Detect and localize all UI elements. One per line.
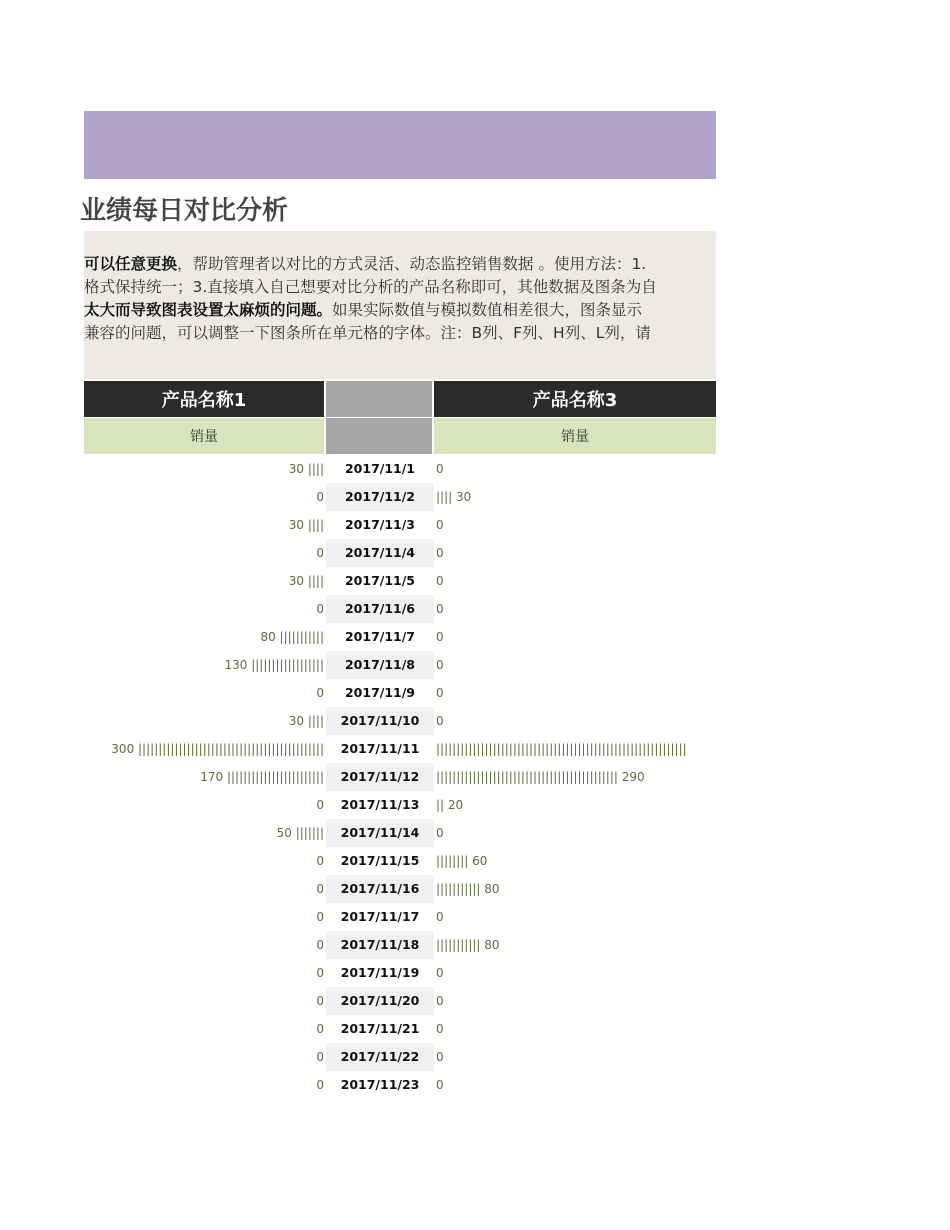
product-right-sales-cell: 0 <box>436 1050 444 1064</box>
table-row <box>84 791 716 819</box>
table-row <box>84 959 716 987</box>
product-right-sales-cell: 0 <box>436 518 444 532</box>
product-left-sales-cell: 0 <box>316 602 324 616</box>
sales-right-header: 销量 <box>434 418 716 454</box>
table-row <box>84 735 716 763</box>
date-header-bottom <box>326 418 432 454</box>
product-right-sales-cell: 0 <box>436 602 444 616</box>
product-left-sales-cell: 0 <box>316 882 324 896</box>
date-cell: 2017/11/22 <box>326 1043 434 1071</box>
date-cell: 2017/11/12 <box>326 763 434 791</box>
date-header-top <box>326 381 432 417</box>
table-row <box>84 1043 716 1071</box>
date-cell: 2017/11/18 <box>326 931 434 959</box>
product-right-sales-cell: ||||||||||||||||||||||||||||||||||||||||||||| 290 <box>436 770 645 784</box>
date-cell: 2017/11/16 <box>326 875 434 903</box>
product-right-sales-cell: 0 <box>436 910 444 924</box>
product-right-sales-cell: || 20 <box>436 798 464 812</box>
product-left-sales-cell: 0 <box>316 1050 324 1064</box>
product-right-sales-cell: |||||||| 60 <box>436 854 488 868</box>
date-cell: 2017/11/20 <box>326 987 434 1015</box>
date-cell: 2017/11/23 <box>340 1077 420 1092</box>
table-row <box>84 1071 716 1099</box>
date-cell: 2017/11/17 <box>340 909 420 924</box>
table-row <box>84 931 716 959</box>
product-right-sales-cell: 0 <box>436 966 444 980</box>
table-row <box>84 567 716 595</box>
table-row <box>84 623 716 651</box>
product-left-sales-cell: 0 <box>316 686 324 700</box>
product-right-sales-cell: |||||||||||||||||||||||||||||||||||||||||||||||||||||||||||||| <box>436 742 687 756</box>
product-left-sales-cell: 0 <box>316 1022 324 1036</box>
product-right-sales-cell: 0 <box>436 462 444 476</box>
description-line-1 <box>84 252 646 274</box>
product-right-sales-cell: 0 <box>436 574 444 588</box>
table-row <box>84 987 716 1015</box>
date-cell: 2017/11/7 <box>344 629 415 644</box>
product-left-sales-cell: 0 <box>316 490 324 504</box>
product-right-sales-cell: 0 <box>436 1078 444 1092</box>
product-left-sales-cell: 0 <box>316 938 324 952</box>
product-right-sales-cell: |||| 30 <box>436 490 472 504</box>
product-right-sales-cell: 0 <box>436 826 444 840</box>
date-cell: 2017/11/14 <box>326 819 434 847</box>
product-right-sales-cell: ||||||||||| 80 <box>436 882 500 896</box>
product-right-header: 产品名称3 <box>434 381 716 417</box>
table-row <box>84 903 716 931</box>
product-right-sales-cell: 0 <box>436 546 444 560</box>
product-right-sales-cell: 0 <box>436 630 444 644</box>
product-left-sales-cell: 0 <box>316 910 324 924</box>
product-left-sales-cell: 0 <box>316 994 324 1008</box>
product-right-sales-cell: 0 <box>436 714 444 728</box>
description-line-3-bold: 太大而导致图表设置太麻烦的问题。 <box>84 301 333 319</box>
date-cell: 2017/11/11 <box>340 741 420 756</box>
header-banner <box>84 111 716 179</box>
product-left-sales-cell: 300 |||||||||||||||||||||||||||||||||||||||||||||| <box>111 742 324 756</box>
description-line-3-text: 如果实际数值与模拟数值相差很大，图条显示 <box>332 301 643 319</box>
product-left-sales-cell: 0 <box>316 798 324 812</box>
product-right-sales-cell: 0 <box>436 658 444 672</box>
table-row <box>84 651 716 679</box>
table-row <box>84 1015 716 1043</box>
product-left-sales-cell: 80 ||||||||||| <box>260 630 324 644</box>
product-right-sales-cell: 0 <box>436 994 444 1008</box>
table-row <box>84 847 716 875</box>
date-cell: 2017/11/1 <box>344 461 415 476</box>
date-cell: 2017/11/5 <box>344 573 415 588</box>
date-cell: 2017/11/4 <box>326 539 434 567</box>
product-left-sales-cell: 170 |||||||||||||||||||||||| <box>200 770 324 784</box>
table-row <box>84 819 716 847</box>
product-left-sales-cell: 30 |||| <box>288 714 324 728</box>
table-row <box>84 483 716 511</box>
product-right-sales-cell: 0 <box>436 686 444 700</box>
table-row <box>84 455 716 483</box>
description-line-1-text: ，帮助管理者以对比的方式灵活、动态监控销售数据 。使用方法：1. <box>177 255 647 273</box>
product-left-sales-cell: 0 <box>316 546 324 560</box>
description-line-2: 格式保持统一；3.直接填入自己想要对比分析的产品名称即可，其他数据及图条为自 <box>84 278 657 296</box>
description-box <box>84 231 716 379</box>
product-left-sales-cell: 30 |||| <box>288 518 324 532</box>
sales-left-header: 销量 <box>84 418 324 454</box>
description-line-4: 兼容的问题，可以调整一下图条所在单元格的字体。注：B列、F列、H列、L列，请 <box>84 324 651 342</box>
date-cell: 2017/11/6 <box>326 595 434 623</box>
date-cell: 2017/11/21 <box>340 1021 420 1036</box>
product-left-sales-cell: 130 |||||||||||||||||| <box>224 658 324 672</box>
date-cell: 2017/11/15 <box>340 853 420 868</box>
date-cell: 2017/11/3 <box>344 517 415 532</box>
product-left-header: 产品名称1 <box>84 381 324 417</box>
product-left-sales-cell: 0 <box>316 966 324 980</box>
table-row <box>84 539 716 567</box>
table-row <box>84 595 716 623</box>
description-line-3 <box>84 298 642 320</box>
product-left-sales-cell: 30 |||| <box>288 462 324 476</box>
date-cell: 2017/11/9 <box>344 685 415 700</box>
table-row <box>84 707 716 735</box>
product-left-sales-cell: 0 <box>316 1078 324 1092</box>
date-cell: 2017/11/13 <box>340 797 420 812</box>
date-cell: 2017/11/19 <box>340 965 420 980</box>
table-row <box>84 511 716 539</box>
table-row <box>84 763 716 791</box>
description-line-1-bold: 可以任意更换 <box>84 255 178 273</box>
date-cell: 2017/11/2 <box>326 483 434 511</box>
table-row <box>84 875 716 903</box>
product-left-sales-cell: 50 ||||||| <box>276 826 324 840</box>
product-right-sales-cell: 0 <box>436 1022 444 1036</box>
product-right-sales-cell: ||||||||||| 80 <box>436 938 500 952</box>
table-row <box>84 679 716 707</box>
product-left-sales-cell: 0 <box>316 854 324 868</box>
page-title: 业绩每日对比分析 <box>80 196 289 226</box>
product-left-sales-cell: 30 |||| <box>288 574 324 588</box>
date-cell: 2017/11/8 <box>326 651 434 679</box>
date-cell: 2017/11/10 <box>326 707 434 735</box>
